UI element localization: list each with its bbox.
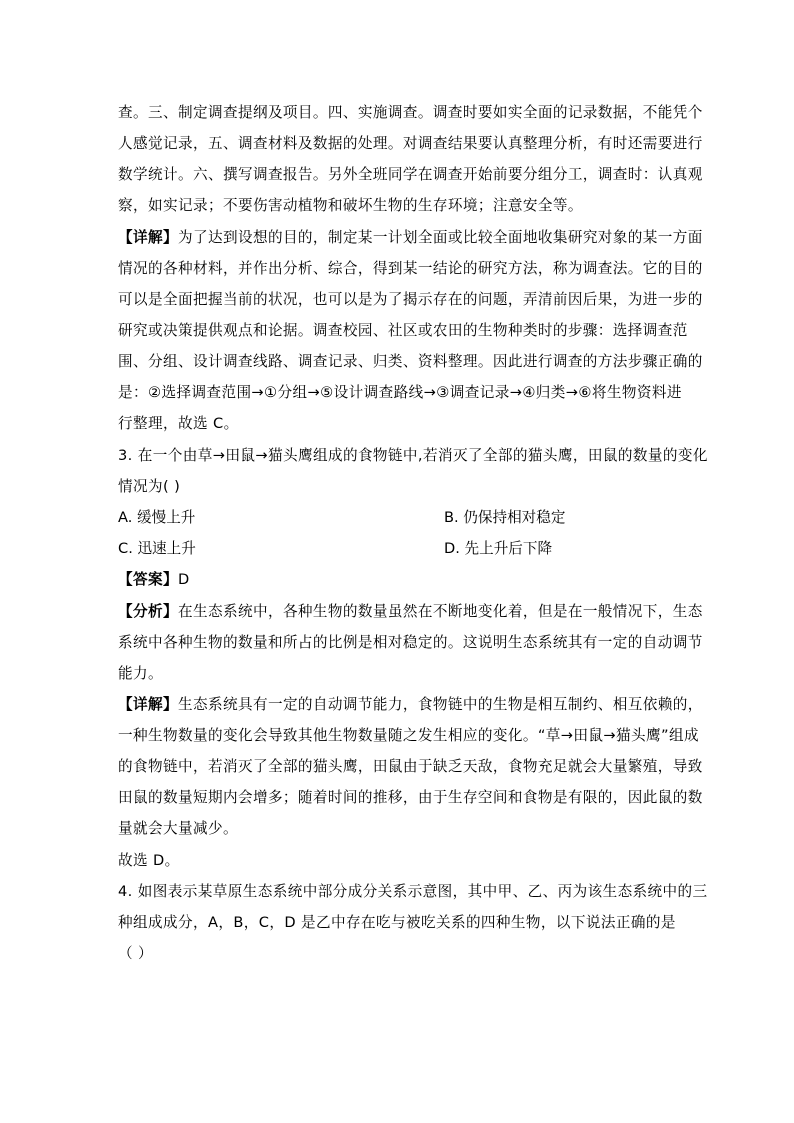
detail-line: 田鼠的数量短期内会增多；随着时间的推移，由于生存空间和食物是有限的，因此鼠的数 <box>118 789 703 806</box>
detail-line: 量就会大量减少。 <box>118 820 238 837</box>
detail-line: 行整理，故选 C。 <box>118 415 239 432</box>
detail-text: 生态系统具有一定的自动调节能力，食物链中的生物是相互制约、相互依赖的， <box>177 696 703 713</box>
detail-tag: 【详解】 <box>118 229 178 246</box>
paragraph-line: 人感觉记录，五、调查材料及数据的处理。对调查结果要认真整理分析，有时还需要进行 <box>118 135 703 152</box>
detail-text: 为了达到设想的目的，制定某一计划全面或比较全面地收集研究对象的某一方面 <box>177 229 703 246</box>
option-a: A. 缓慢上升 <box>118 509 196 526</box>
detail-tag: 【详解】 <box>118 696 178 713</box>
analysis-line <box>118 602 703 622</box>
question-4-stem: 4. 如图表示某草原生态系统中部分成分关系示意图，其中甲、乙、丙为该生态系统中的三 <box>118 883 708 900</box>
detail-line: 情况的各种材料，并作出分析、综合，得到某一结论的研究方法，称为调查法。它的目的 <box>118 260 703 277</box>
paragraph-line: 察，如实记录；不要伤害动植物和破坏生物的生存环境；注意安全等。 <box>118 197 583 214</box>
detail-line: 可以是全面把握当前的状况，也可以是为了揭示存在的问题，弄清前因后果，为进一步的 <box>118 291 703 308</box>
paragraph-line: 查。三、制定调查提纲及项目。四、实施调查。调查时要如实全面的记录数据，不能凭个 <box>118 104 703 121</box>
question-4-stem: 种组成成分，A，B，C，D 是乙中存在吃与被吃关系的四种生物，以下说法正确的是 <box>118 914 676 931</box>
question-3-stem: 情况为( ) <box>118 478 181 495</box>
question-4-stem: （ ） <box>118 945 154 962</box>
detail-line: 一种生物数量的变化会导致其他生物数量随之发生相应的变化。“草→田鼠→猫头鹰”组成 <box>118 727 699 744</box>
detail-line: 是：②选择调查范围→①分组→⑤设计调查路线→③调查记录→④归类→⑥将生物资料进 <box>118 384 682 401</box>
question-3-stem: 3. 在一个由草→田鼠→猫头鹰组成的食物链中,若消灭了全部的猫头鹰，田鼠的数量的变化 <box>118 447 708 464</box>
analysis-tag: 【分析】 <box>118 603 178 620</box>
detail-line <box>118 228 703 248</box>
option-d: D. 先上升后下降 <box>444 540 553 557</box>
detail-line: 的食物链中，若消灭了全部的猫头鹰，田鼠由于缺乏天敌，食物充足就会大量繁殖，导致 <box>118 758 703 775</box>
option-b: B. 仍保持相对稳定 <box>444 509 566 526</box>
detail-line: 研究或决策提供观点和论据。调查校园、社区或农田的生物种类时的步骤：选择调查范 <box>118 322 688 339</box>
detail-line: 围、分组、设计调查线路、调查记录、归类、资料整理。因此进行调查的方法步骤正确的 <box>118 353 703 370</box>
analysis-line: 能力。 <box>118 665 163 682</box>
paragraph-line: 数学统计。六、撰写调查报告。另外全班同学在调查开始前要分组分工，调查时：认真观 <box>118 166 703 183</box>
analysis-text: 在生态系统中，各种生物的数量虽然在不断地变化着，但是在一般情况下，生态 <box>177 603 703 620</box>
option-c: C. 迅速上升 <box>118 540 196 557</box>
answer-line <box>118 570 190 590</box>
conclusion-line: 故选 D。 <box>118 852 180 869</box>
detail-line <box>118 695 703 715</box>
analysis-line: 系统中各种生物的数量和所占的比例是相对稳定的。这说明生态系统其有一定的自动调节 <box>118 634 703 651</box>
answer-tag: 【答案】 <box>118 571 178 588</box>
answer-value: D <box>177 571 190 588</box>
